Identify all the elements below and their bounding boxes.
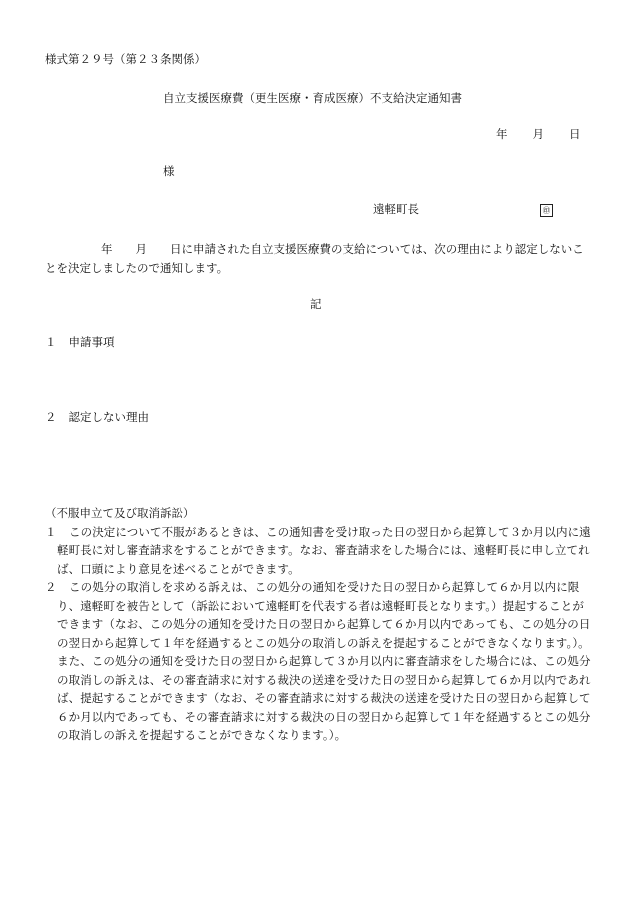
item-reason — [45, 412, 149, 424]
notice-body-text: 年 月 日に申請された自立支援医療費の支給については、次の理由により認定しないことを決定しましたので通知します。 — [45, 242, 584, 275]
date-day: 日 — [569, 127, 581, 141]
appeal-item-number: １ — [45, 524, 57, 539]
issuer: 遠軽町長 — [373, 202, 419, 216]
addressee: 様 — [163, 164, 175, 178]
date-year: 年 — [496, 127, 508, 141]
appeal-item-number: ２ — [45, 580, 57, 594]
appeal-item — [45, 578, 593, 745]
item-label: 認定しない理由 — [68, 410, 149, 424]
item-application — [45, 337, 115, 349]
appeal-item — [45, 523, 593, 579]
item-number: １ — [45, 335, 57, 349]
document-title: 自立支援医療費（更生医療・育成医療）不支給決定通知書 — [163, 91, 462, 105]
seal-mark: ㊞ — [540, 204, 553, 217]
date-line — [496, 129, 581, 141]
form-number: 様式第２９号（第２３条関係） — [45, 52, 206, 66]
notice-body — [45, 240, 593, 278]
item-number: ２ — [45, 410, 57, 424]
date-month: 月 — [532, 127, 544, 141]
appeal-item-text: この処分の取消しを求める訴えは、この処分の通知を受けた日の翌日から起算して６か月以内に限り、遠軽町を被告として（訴訟において遠軽町を代表する者は遠軽町長となります。）提起することができます（なお、この処分の通知を受けた日の翌日から起算して６か月以内であっても、この処分の日の翌日から起算して１年を経過するとこの処分の取消しの訴えを提起することができなくなります。）。また、この処分の通知を受けた日の翌日から起算して３か月以内に審査請求をした場合には、この処分の取消しの訴えは、その審査請求に対する裁決の送達を受けた日の翌日から起算して６か月以内であれば、提起することができます（なお、その審査請求に対する裁決の送達を受けた日の翌日から起算して６か月以内であっても、その審査請求に対する裁決の日の翌日から起算して１年を経過するとこの処分の取消しの訴えを提起することができなくなります。）。 — [57, 580, 591, 742]
appeal-title: （不服申立て及び取消訴訟） — [45, 506, 195, 520]
appeal-section — [45, 504, 593, 745]
item-label: 申請事項 — [68, 335, 115, 349]
ki-heading: 記 — [310, 297, 322, 311]
appeal-item-text: この決定について不服があるときは、この通知書を受け取った日の翌日から起算して３か月以内に遠軽町長に対し審査請求をすることができます。なお、審査請求をした場合には、遠軽町長に申し立てれば、口頭により意見を述べることができます。 — [57, 524, 591, 576]
